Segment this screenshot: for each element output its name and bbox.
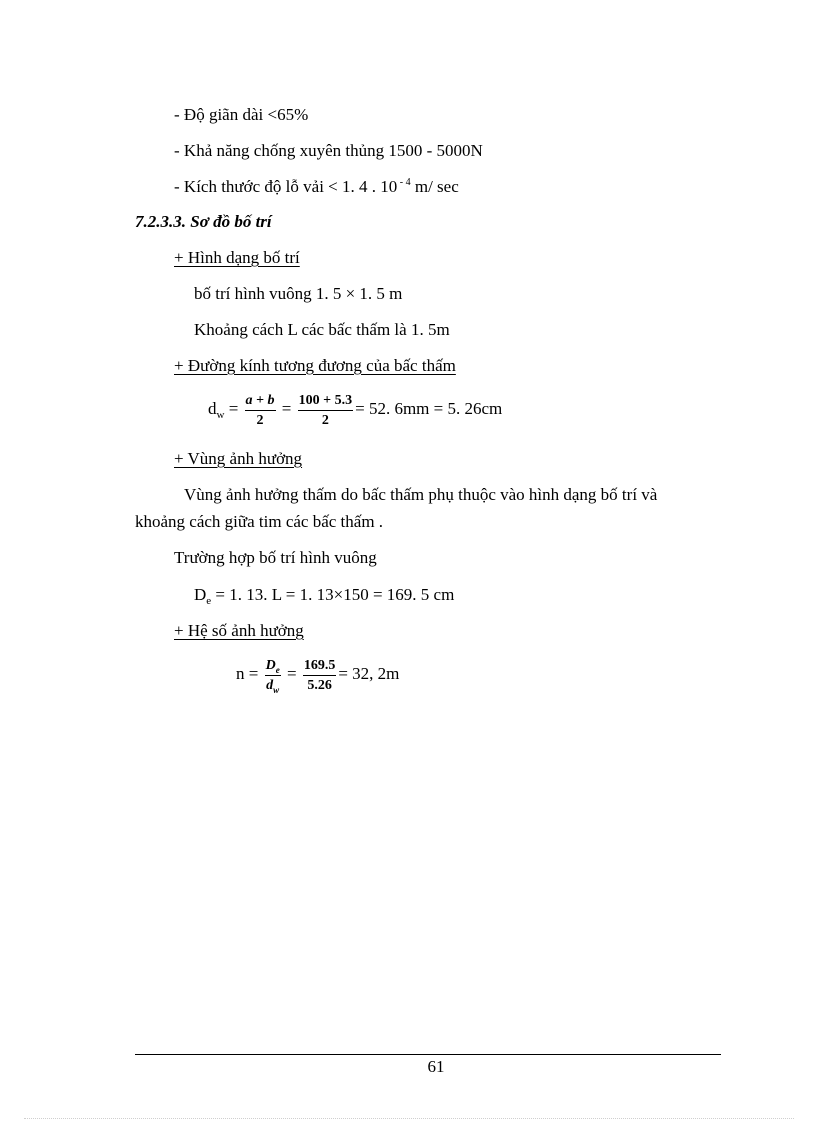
eq1-fraction-ab (245, 392, 276, 429)
equation-dw (208, 391, 502, 429)
eq3-den-sub: w (273, 684, 280, 695)
equation-n (236, 656, 399, 694)
layout-spacing-text: Khoảng cách L các bấc thấm là 1. 5m (194, 320, 450, 339)
spec-puncture-resistance: - Khả năng chống xuyên thủng 1500 - 5000N (174, 141, 483, 160)
spec-pore-size-text: - Kích thước độ lỗ vải < 1. 4 . 10 (174, 177, 398, 196)
subheading-influence-zone: + Vùng ảnh hưởng (174, 449, 303, 468)
eq2-lhs-sub: e (206, 595, 212, 607)
eq2-lhs: D (194, 585, 207, 604)
eq1-equals: = (224, 399, 243, 418)
spec-pore-size-exponent: - 4 (397, 177, 411, 188)
subheading-layout-shape: + Hình dạng bố trí (174, 248, 300, 267)
page-bottom-edge (24, 1118, 794, 1119)
eq3-den-symbol: d (266, 677, 274, 693)
eq1-fraction-values-numerator: 100 + 5.3 (298, 392, 353, 411)
eq1-result: = 52. 6mm = 5. 26cm (355, 399, 503, 418)
spec-pore-size-unit: m/ sec (410, 177, 459, 196)
eq1-lhs: d (208, 399, 217, 418)
eq2-rhs: = 1. 13. L = 1. 13×150 = 169. 5 cm (211, 585, 455, 604)
eq1-fraction-ab-denominator: 2 (256, 412, 264, 428)
page-number: 61 (427, 1057, 445, 1076)
paragraph-line-1: Vùng ảnh hưởng thấm do bấc thấm phụ thuộc vào hình dạng bố trí và (184, 485, 658, 504)
spec-pore-size (174, 177, 459, 197)
layout-square-text: bố trí hình vuông 1. 5 × 1. 5 m (194, 284, 403, 303)
eq3-fraction-symbolic-numerator (265, 657, 281, 676)
subheading-equivalent-diameter: + Đường kính tương đương của bấc thấm (174, 356, 456, 375)
paragraph-line-2: khoảng cách giữa tim các bấc thấm . (135, 512, 384, 531)
eq3-lhs: n = (236, 664, 263, 683)
eq1-fraction-values (298, 392, 353, 429)
square-layout-case: Trường hợp bố trí hình vuông (174, 548, 377, 567)
eq3-fraction-values-denominator: 5.26 (307, 677, 332, 693)
footer-divider (135, 1054, 721, 1055)
section-heading: 7.2.3.3. Sơ đồ bố trí (135, 212, 272, 231)
eq3-num-sub: e (275, 664, 280, 675)
eq3-num-symbol: D (265, 657, 276, 673)
eq3-result: = 32, 2m (338, 664, 400, 683)
subheading-influence-coefficient: + Hệ số ảnh hưởng (174, 621, 304, 640)
equation-de (194, 585, 454, 605)
eq1-lhs-sub: w (216, 409, 225, 421)
eq1-fraction-ab-numerator: a + b (245, 392, 276, 411)
eq3-fraction-values (303, 657, 337, 694)
eq3-equals: = (282, 664, 301, 683)
eq3-fraction-values-numerator: 169.5 (303, 657, 337, 676)
eq1-equals-2: = (277, 399, 296, 418)
eq1-fraction-values-denominator: 2 (321, 412, 329, 428)
spec-elongation: - Độ giãn dài <65% (174, 105, 309, 124)
eq3-fraction-symbolic-denominator (266, 676, 279, 694)
eq3-fraction-symbolic (265, 657, 281, 694)
